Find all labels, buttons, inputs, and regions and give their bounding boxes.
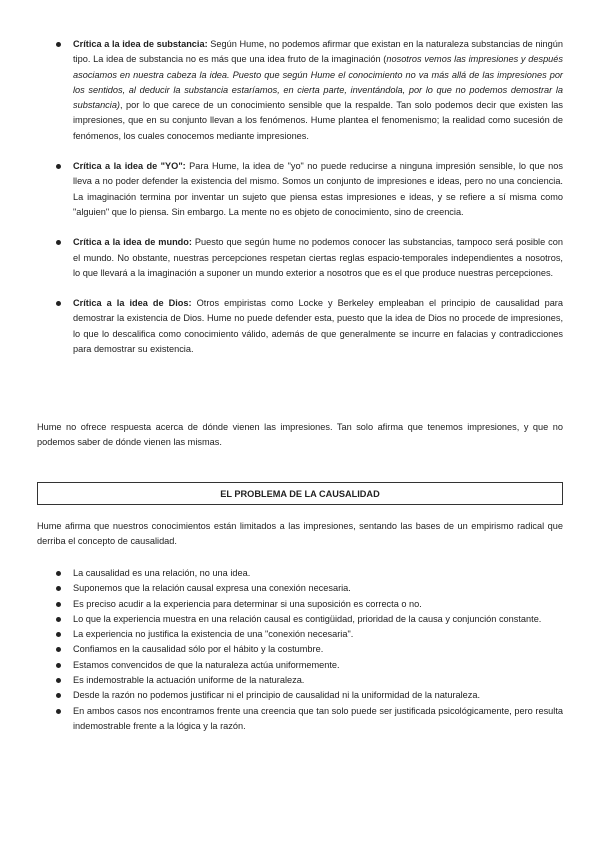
list-item-text: Confiamos en la causalidad sólo por el hábito y la costumbre. — [73, 644, 324, 655]
critica-italic: nosotros vemos las impresiones y después asociamos en nuestra cabeza la idea. Puesto que según Hume el conocimiento no va más allá de las impresiones por los sentidos, al deducir la substancia estaríamos, en cierta parte, inventándola, por lo que no podemos demostrar la substancia) — [73, 54, 563, 111]
bullet-icon — [56, 647, 61, 652]
bullet-icon — [56, 586, 61, 591]
list-item-text: La experiencia no justifica la existencia de una "conexión necesaria". — [73, 629, 354, 640]
list-item-text: Desde la razón no podemos justificar ni el principio de causalidad ni la uniformidad de la naturaleza. — [73, 690, 481, 701]
critica-text: Según Hume, no podemos afirmar que existan en la naturaleza substancias de ningún tipo. La idea de substancia no es más que una idea fruto de la imaginación ( — [73, 39, 563, 65]
list-item — [55, 688, 563, 703]
list-item-text: En ambos casos nos encontramos frente una creencia que tan solo puede ser justificada psicológicamente, pero resulta indemostrable frente a la lógica y la razón. — [73, 705, 563, 731]
critica-text: Para Hume, la idea de "yo" no puede reducirse a ninguna impresión sensible, lo que nos lleva a no poder defender la existencia del mismo. Somos un conjunto de impresiones e ideas, pero no una conciencia. La imaginación termina por inventar un sujeto que piensa estas impresiones e ideas, y se refiere a sí misma como "alguien" que lo piensa. Sin embargo. La mente no es objeto de conocimiento, sino de creencia. — [73, 161, 563, 217]
critica-title: Crítica a la idea de Dios: — [73, 298, 192, 309]
bullet-icon — [56, 42, 61, 47]
bullet-icon — [56, 164, 61, 169]
bullet-icon — [56, 571, 61, 576]
critica-text: Otros empiristas como Locke y Berkeley empleaban el principio de causalidad para demostrar la existencia de Dios. Hume no puede defender esta, puesto que la idea de Dios no procede de impresiones, lo que lo descalifica como conocimiento válido, además de que generalmente se incurre en falacias y contradicciones para demostrar su existencia. — [73, 298, 563, 355]
list-item-text: Suponemos que la relación causal expresa una conexión necesaria. — [73, 583, 351, 594]
bullet-icon — [56, 617, 61, 622]
critica-title: Crítica a la idea de mundo: — [73, 237, 192, 248]
list-item — [55, 612, 563, 627]
list-item — [55, 704, 563, 735]
list-item — [55, 566, 563, 581]
bullet-icon — [56, 602, 61, 607]
list-item — [55, 673, 563, 688]
intro-paragraph: Hume afirma que nuestros conocimientos están limitados a las impresiones, sentando las bases de un empirismo radical que derriba el concepto de causalidad. — [37, 521, 563, 547]
critica-list — [55, 37, 563, 357]
critica-text-b: , por lo que carece de un conocimiento sensible que la respalde. Tan solo podemos decir que existen las impresiones, que en su conjunto llevan a los fenómenos. Hume plantea el fenomenismo; la realidad como sucesión de fenómenos, los cuales conocemos mediante impresiones. — [73, 100, 563, 141]
bullet-icon — [56, 693, 61, 698]
list-item-text: Estamos convencidos de que la naturaleza actúa uniformemente. — [73, 659, 340, 670]
conclusion-paragraph: Hume no ofrece respuesta acerca de dónde vienen las impresiones. Tan solo afirma que tenemos impresiones, y que no podemos saber de dónde vienen las mismas. — [37, 422, 563, 448]
section-title: EL PROBLEMA DE LA CAUSALIDAD — [220, 488, 380, 499]
list-item — [55, 658, 563, 673]
critica-yo — [55, 159, 563, 220]
bullet-icon — [56, 663, 61, 668]
critica-substancia — [55, 37, 563, 144]
critica-dios — [55, 296, 563, 357]
bullet-icon — [56, 678, 61, 683]
bullet-icon — [56, 632, 61, 637]
section-title-box — [37, 482, 563, 505]
list-item-text: La causalidad es una relación, no una idea. — [73, 568, 251, 578]
list-item-text: Es indemostrable la actuación uniforme de la naturaleza. — [73, 675, 305, 686]
critica-title: Crítica a la idea de substancia: — [73, 39, 208, 49]
critica-title: Crítica a la idea de "YO": — [73, 161, 186, 172]
bullet-icon — [56, 301, 61, 306]
list-item-text: Lo que la experiencia muestra en una relación causal es contigüidad, prioridad de la causa y conjunción constante. — [73, 613, 542, 624]
list-item — [55, 642, 563, 657]
bullet-icon — [56, 240, 61, 245]
critica-mundo — [55, 235, 563, 281]
list-item — [55, 627, 563, 642]
list-item — [55, 597, 563, 612]
list-item — [55, 581, 563, 596]
bullet-icon — [56, 709, 61, 714]
list-item-text: Es preciso acudir a la experiencia para determinar si una suposición es correcta o no. — [73, 598, 422, 609]
causalidad-list — [55, 566, 563, 734]
critica-text: Puesto que según hume no podemos conocer las substancias, tampoco será posible con el mundo. No obstante, nuestras percepciones respetan ciertas reglas espacio-temporales independientes a nosotros, lo que llevará a la imaginación a suponer un mundo exterior a nosotros que es el que produce nuestras percepciones. — [73, 237, 563, 278]
